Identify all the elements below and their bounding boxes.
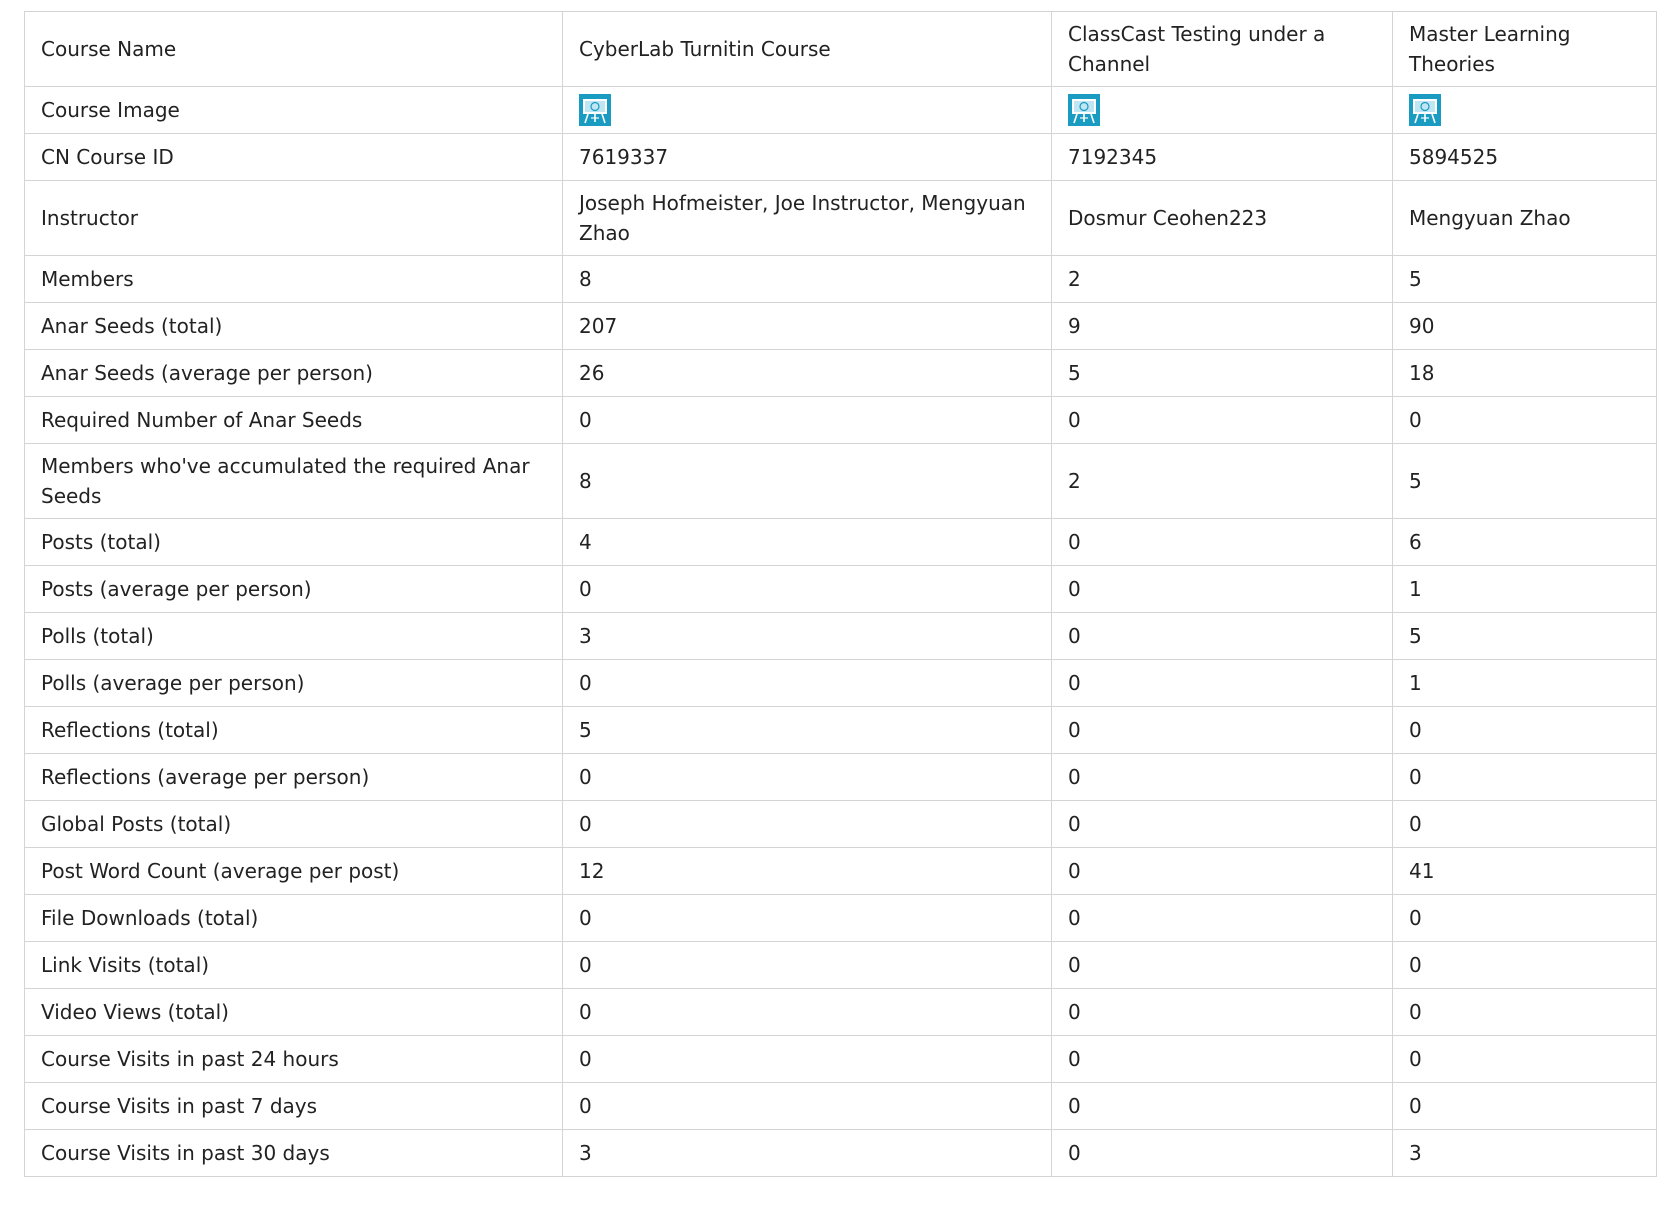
metric-value-cell: 0 [1052, 519, 1393, 566]
row-label: Reflections (average per person) [25, 754, 563, 801]
row-label: Link Visits (total) [25, 942, 563, 989]
row-label: Polls (average per person) [25, 660, 563, 707]
metric-row [25, 801, 1657, 848]
course-thumbnail-icon[interactable] [1068, 94, 1100, 126]
metric-value-cell: 0 [1052, 1083, 1393, 1130]
metric-row [25, 989, 1657, 1036]
metric-value-cell: 9 [1052, 303, 1393, 350]
metric-value-cell: 0 [1393, 942, 1657, 989]
metric-value-cell: 18 [1393, 350, 1657, 397]
metric-row [25, 519, 1657, 566]
metric-value-cell: 2 [1052, 256, 1393, 303]
course-name-cell: CyberLab Turnitin Course [563, 12, 1052, 87]
row-label: Members who've accumulated the required Anar Seeds [25, 444, 563, 519]
course-image-cell [1393, 87, 1657, 134]
metric-value-cell: 8 [563, 444, 1052, 519]
row-label: Anar Seeds (average per person) [25, 350, 563, 397]
metric-value-cell: 0 [563, 754, 1052, 801]
row-label: Reflections (total) [25, 707, 563, 754]
metric-value-cell: 0 [1052, 397, 1393, 444]
row-label: Course Name [25, 12, 563, 87]
metric-row [25, 1083, 1657, 1130]
metric-value-cell: 0 [1052, 942, 1393, 989]
metric-value-cell: 2 [1052, 444, 1393, 519]
row-label: File Downloads (total) [25, 895, 563, 942]
metric-value-cell: 0 [1052, 754, 1393, 801]
course-image-cell [563, 87, 1052, 134]
metric-value-cell: 5 [1393, 444, 1657, 519]
row-label: Anar Seeds (total) [25, 303, 563, 350]
metric-value-cell: 0 [1393, 754, 1657, 801]
metric-value-cell: Dosmur Ceohen223 [1052, 181, 1393, 256]
row-label: Polls (total) [25, 613, 563, 660]
metric-value-cell: 0 [1052, 895, 1393, 942]
metric-value-cell: 0 [563, 660, 1052, 707]
course-name-row [25, 12, 1657, 87]
metric-value-cell: 4 [563, 519, 1052, 566]
metric-value-cell: 0 [1052, 707, 1393, 754]
metric-row [25, 350, 1657, 397]
metric-value-cell: 0 [1052, 848, 1393, 895]
course-thumbnail-icon[interactable] [1409, 94, 1441, 126]
metric-value-cell: 0 [563, 397, 1052, 444]
row-label: CN Course ID [25, 134, 563, 181]
metric-row [25, 134, 1657, 181]
course-comparison-table [24, 11, 1657, 1177]
metric-value-cell: 0 [1393, 1083, 1657, 1130]
metric-value-cell: 0 [563, 801, 1052, 848]
metric-value-cell: 0 [1052, 613, 1393, 660]
metric-value-cell: 0 [1052, 566, 1393, 613]
metric-row [25, 754, 1657, 801]
metric-row [25, 397, 1657, 444]
metric-value-cell: 12 [563, 848, 1052, 895]
metric-value-cell: 6 [1393, 519, 1657, 566]
row-label: Video Views (total) [25, 989, 563, 1036]
metric-value-cell: 5 [563, 707, 1052, 754]
row-label: Course Image [25, 87, 563, 134]
course-image-cell [1052, 87, 1393, 134]
metric-value-cell: 0 [1393, 989, 1657, 1036]
metric-row [25, 613, 1657, 660]
metric-value-cell: 1 [1393, 566, 1657, 613]
metric-row [25, 942, 1657, 989]
metric-value-cell: 0 [1393, 801, 1657, 848]
metric-value-cell: 5 [1393, 613, 1657, 660]
metric-value-cell: 0 [1393, 895, 1657, 942]
metric-value-cell: 0 [1052, 989, 1393, 1036]
metric-value-cell: 0 [1393, 707, 1657, 754]
metric-row [25, 848, 1657, 895]
metric-row [25, 444, 1657, 519]
metric-value-cell: 41 [1393, 848, 1657, 895]
row-label: Course Visits in past 24 hours [25, 1036, 563, 1083]
metric-value-cell: 7619337 [563, 134, 1052, 181]
course-name-cell: Master Learning Theories [1393, 12, 1657, 87]
metric-row [25, 1036, 1657, 1083]
metric-value-cell: 0 [1052, 1036, 1393, 1083]
row-label: Course Visits in past 7 days [25, 1083, 563, 1130]
row-label: Posts (average per person) [25, 566, 563, 613]
metric-value-cell: 3 [563, 613, 1052, 660]
metric-value-cell: 5 [1393, 256, 1657, 303]
metric-value-cell: 90 [1393, 303, 1657, 350]
metric-value-cell: 3 [563, 1130, 1052, 1177]
metric-value-cell: 0 [563, 942, 1052, 989]
metric-row [25, 707, 1657, 754]
metric-value-cell: 0 [563, 895, 1052, 942]
course-comparison-table-wrapper [24, 11, 1656, 1177]
row-label: Course Visits in past 30 days [25, 1130, 563, 1177]
row-label: Required Number of Anar Seeds [25, 397, 563, 444]
course-name-cell: ClassCast Testing under a Channel [1052, 12, 1393, 87]
metric-value-cell: 0 [1393, 1036, 1657, 1083]
metric-row [25, 895, 1657, 942]
row-label: Global Posts (total) [25, 801, 563, 848]
metric-value-cell: 5 [1052, 350, 1393, 397]
metric-value-cell: 0 [1052, 801, 1393, 848]
row-label: Post Word Count (average per post) [25, 848, 563, 895]
metric-value-cell: 26 [563, 350, 1052, 397]
metric-value-cell: 0 [563, 1036, 1052, 1083]
metric-value-cell: Joseph Hofmeister, Joe Instructor, Mengyuan Zhao [563, 181, 1052, 256]
row-label: Posts (total) [25, 519, 563, 566]
metric-row [25, 566, 1657, 613]
row-label: Instructor [25, 181, 563, 256]
metric-value-cell: 5894525 [1393, 134, 1657, 181]
metric-value-cell: 1 [1393, 660, 1657, 707]
course-image-row [25, 87, 1657, 134]
metric-row [25, 1130, 1657, 1177]
metric-value-cell: 0 [563, 989, 1052, 1036]
metric-value-cell: 7192345 [1052, 134, 1393, 181]
metric-row [25, 660, 1657, 707]
metric-value-cell: 0 [563, 1083, 1052, 1130]
metric-value-cell: 0 [563, 566, 1052, 613]
metric-value-cell: 207 [563, 303, 1052, 350]
metric-row [25, 256, 1657, 303]
metric-value-cell: 0 [1052, 660, 1393, 707]
row-label: Members [25, 256, 563, 303]
metric-value-cell: 3 [1393, 1130, 1657, 1177]
metric-row [25, 181, 1657, 256]
metric-value-cell: 8 [563, 256, 1052, 303]
metric-row [25, 303, 1657, 350]
metric-value-cell: 0 [1052, 1130, 1393, 1177]
metric-value-cell: 0 [1393, 397, 1657, 444]
course-thumbnail-icon[interactable] [579, 94, 611, 126]
metric-value-cell: Mengyuan Zhao [1393, 181, 1657, 256]
